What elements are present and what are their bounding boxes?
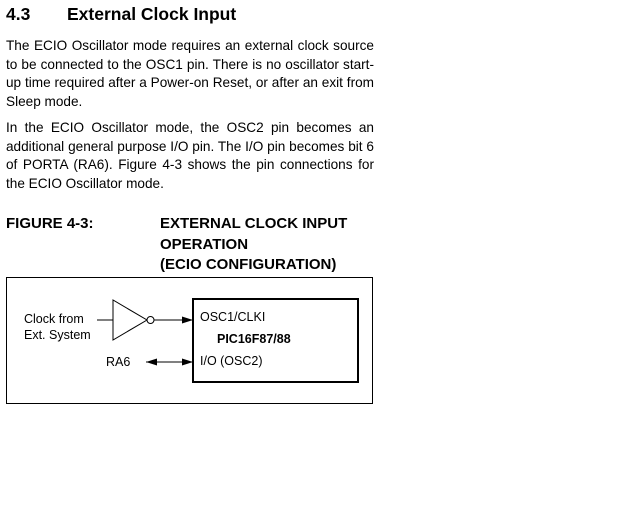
figure-title-line-1: EXTERNAL CLOCK INPUT bbox=[160, 215, 348, 232]
inverter-bubble bbox=[147, 317, 154, 324]
osc1-arrowhead bbox=[182, 317, 193, 324]
ra6-arrowhead-left bbox=[146, 359, 157, 366]
section-title: External Clock Input bbox=[67, 4, 237, 24]
ext-system-label: Ext. System bbox=[24, 328, 91, 342]
clock-from-label: Clock from bbox=[24, 312, 84, 326]
chip-name-label: PIC16F87/88 bbox=[217, 332, 291, 346]
figure-title-line-3: (ECIO CONFIGURATION) bbox=[160, 256, 337, 273]
paragraph-ecio-osc2: In the ECIO Oscillator mode, the OSC2 pin becomes an additional general purpose I/O pin. The I/O pin becomes bit 6 of PORTA (RA6). Figure 4-3 shows the pin connections for the ECIO Oscillator mode. bbox=[6, 120, 374, 191]
inverter-buffer-symbol bbox=[113, 300, 147, 340]
ra6-arrowhead-right bbox=[182, 359, 193, 366]
figure-diagram-box bbox=[6, 277, 373, 404]
figure-number: FIGURE 4-3: bbox=[6, 215, 94, 232]
section-number: 4.3 bbox=[6, 4, 31, 24]
osc1-clki-pin-label: OSC1/CLKI bbox=[200, 310, 266, 324]
figure-title bbox=[160, 214, 390, 276]
io-osc2-pin-label: I/O (OSC2) bbox=[200, 354, 263, 368]
ra6-label: RA6 bbox=[106, 355, 131, 369]
figure-title-line-2: OPERATION bbox=[160, 235, 249, 253]
paragraph-ecio-intro: The ECIO Oscillator mode requires an external clock source to be connected to the OSC1 pin. There is no oscillator start-up time required after a Power-on Reset, or after an exit from Sleep mode. bbox=[6, 38, 374, 109]
